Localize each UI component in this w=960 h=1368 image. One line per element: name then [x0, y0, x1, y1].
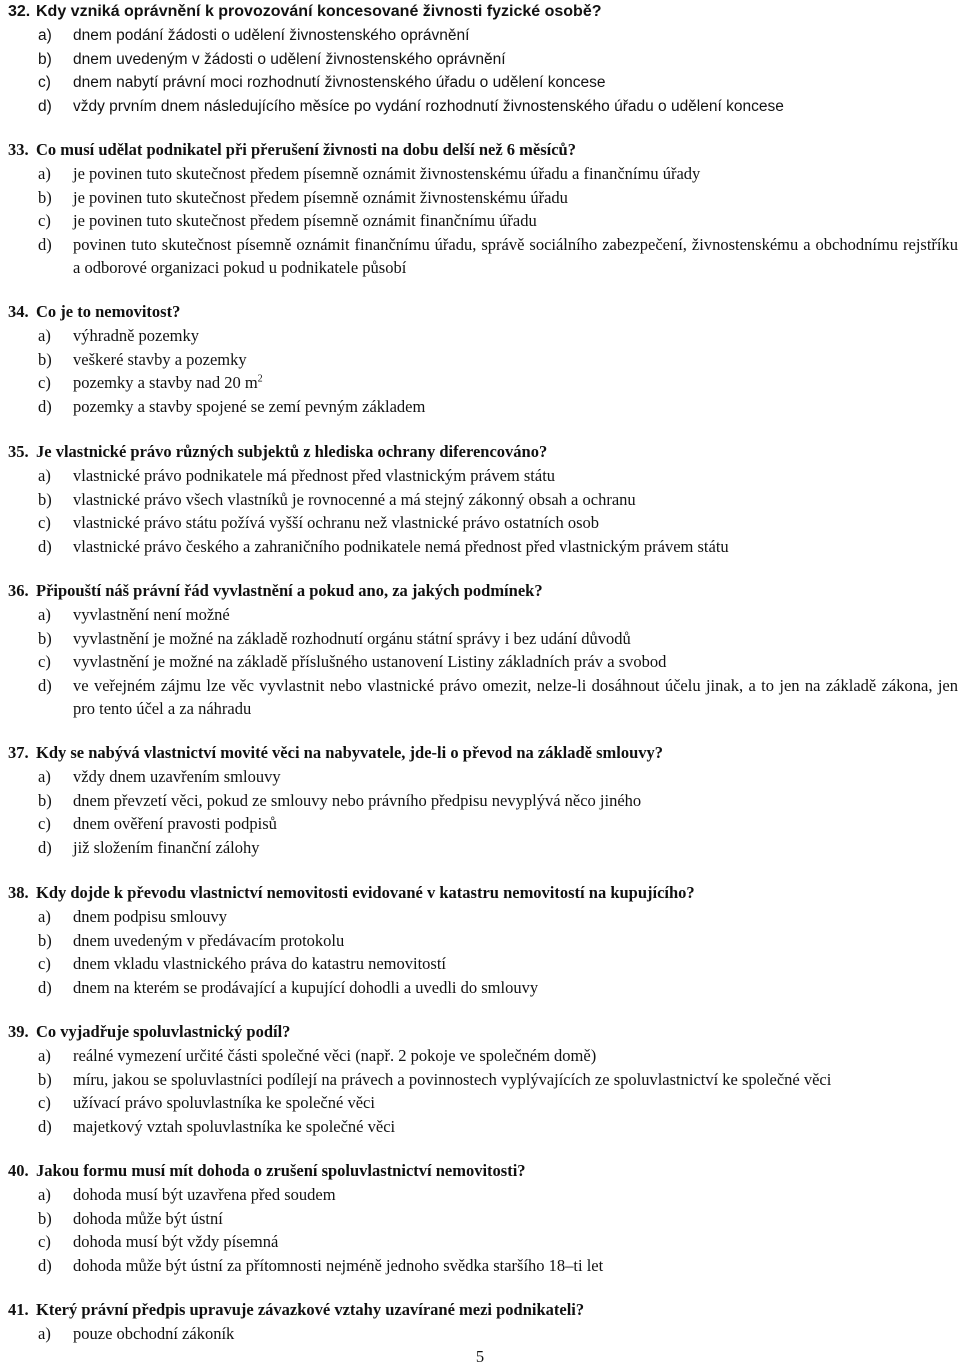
- option-letter: d): [38, 1255, 52, 1275]
- answer-option: [8, 371, 958, 395]
- answer-option: [8, 976, 958, 1000]
- answer-option: [8, 233, 958, 280]
- question-heading: [8, 138, 958, 162]
- answer-option: [8, 1044, 958, 1068]
- question-heading: [8, 440, 958, 464]
- option-letter: b): [38, 489, 52, 509]
- question-text: Kdy se nabývá vlastnictví movité věci na nabyvatele, jde-li o převod na základě smlouvy?: [36, 743, 663, 762]
- answer-option: [8, 209, 958, 233]
- option-text: majetkový vztah spoluvlastníka ke společné věci: [73, 1116, 396, 1136]
- option-letter: d): [38, 1116, 52, 1136]
- option-letter: b): [38, 187, 52, 207]
- answer-option: [8, 789, 958, 813]
- question-number: 36.: [8, 581, 29, 600]
- option-letter: d): [38, 97, 52, 115]
- answer-option: [8, 905, 958, 929]
- question-number: 32.: [8, 3, 31, 20]
- option-text: vyvlastnění není možné: [73, 605, 230, 624]
- question-text: Co musí udělat podnikatel při přerušení živnosti na dobu delší než 6 měsíců?: [36, 140, 576, 159]
- answer-option: [8, 1183, 958, 1207]
- option-text: dnem převzetí věci, pokud ze smlouvy nebo právního předpisu nevyplývá něco jiného: [73, 790, 642, 810]
- option-letter: c): [38, 652, 51, 671]
- answer-option: [8, 1254, 958, 1278]
- option-letter: b): [38, 1069, 52, 1089]
- question-number: 34.: [8, 302, 29, 321]
- option-text: již složením finanční zálohy: [73, 837, 260, 857]
- answer-option: [8, 162, 958, 186]
- question-text: Který právní předpis upravuje závazkové vztahy uzavírané mezi podnikateli?: [36, 1300, 585, 1319]
- answer-option: [8, 464, 958, 488]
- question-heading: [8, 1298, 958, 1322]
- option-letter: a): [38, 1046, 51, 1065]
- option-letter: b): [38, 1208, 52, 1228]
- option-letter: c): [38, 513, 51, 532]
- question-text: Kdy vzniká oprávnění k provozování koncesované živnosti fyzické osobě?: [36, 3, 602, 20]
- option-text: vlastnické právo všech vlastníků je rovnocenné a má stejný zákonný obsah a ochranu: [73, 489, 636, 509]
- option-letter: a): [38, 767, 51, 786]
- answer-option: [8, 1322, 958, 1346]
- question-heading: [8, 1159, 958, 1183]
- answer-option: [8, 765, 958, 789]
- option-text: vlastnické právo českého a zahraničního podnikatele nemá přednost před vlastnickým právem státu: [73, 536, 729, 556]
- option-text: dnem podání žádosti o udělení živnostenského oprávnění: [73, 27, 470, 44]
- question-text: Co vyjadřuje spoluvlastnický podíl?: [36, 1022, 291, 1041]
- answer-option: [8, 348, 958, 372]
- option-letter: a): [38, 27, 52, 44]
- answer-option: [8, 395, 958, 419]
- option-letter: a): [38, 605, 51, 624]
- option-text: vždy prvním dnem následujícího měsíce po vydání rozhodnutí živnostenského úřadu o udělení koncese: [73, 97, 784, 115]
- option-text: dnem uvedeným v žádosti o udělení živnostenského oprávnění: [73, 50, 506, 68]
- answer-option: [8, 488, 958, 512]
- option-letter: b): [38, 349, 52, 369]
- question-number: 40.: [8, 1161, 29, 1180]
- option-letter: c): [38, 1093, 51, 1112]
- question-text: Připouští náš právní řád vyvlastnění a pokud ano, za jakých podmínek?: [36, 581, 543, 600]
- option-text: veškeré stavby a pozemky: [73, 349, 247, 369]
- question-number: 39.: [8, 1022, 29, 1041]
- option-letter: b): [38, 628, 52, 648]
- option-letter: c): [38, 211, 51, 230]
- option-letter: a): [38, 164, 51, 183]
- answer-option: [8, 95, 958, 119]
- option-letter: c): [38, 814, 51, 833]
- question-text: Kdy dojde k převodu vlastnictví nemovitosti evidované v katastru nemovitostí na kupujícího?: [36, 883, 695, 902]
- page-number: 5: [475, 1347, 485, 1366]
- question-number: 33.: [8, 140, 29, 159]
- answer-option: [8, 324, 958, 348]
- question-39: [8, 1020, 958, 1138]
- option-letter: d): [38, 396, 52, 416]
- question-36: [8, 579, 958, 721]
- question-number: 37.: [8, 743, 29, 762]
- option-letter: d): [38, 234, 52, 254]
- option-letter: d): [38, 536, 52, 556]
- option-text: vždy dnem uzavřením smlouvy: [73, 767, 281, 786]
- answer-option: [8, 1230, 958, 1254]
- option-text: vlastnické právo státu požívá vyšší ochranu než vlastnické právo ostatních osob: [73, 513, 600, 532]
- option-text: dnem na kterém se prodávající a kupující dohodli a uvedli do smlouvy: [73, 977, 539, 997]
- option-letter: c): [38, 1232, 51, 1251]
- option-text: pouze obchodní zákoník: [73, 1324, 235, 1343]
- option-letter: d): [38, 675, 52, 695]
- question-text: Jakou formu musí mít dohoda o zrušení spoluvlastnictví nemovitosti?: [36, 1161, 526, 1180]
- option-letter: c): [38, 954, 51, 973]
- question-number: 38.: [8, 883, 29, 902]
- option-text: ve veřejném zájmu lze věc vyvlastnit nebo vlastnické právo omezit, nelze-li dosáhnout účelu jinak, a to jen na základě zákona, jen pro tento účel a za náhradu: [73, 675, 958, 718]
- option-text: dnem nabytí právní moci rozhodnutí živnostenského úřadu o udělení koncese: [73, 74, 606, 91]
- option-letter: a): [38, 1185, 51, 1204]
- answer-option: [8, 48, 958, 72]
- answer-option: [8, 24, 958, 48]
- question-37: [8, 741, 958, 859]
- answer-option: [8, 186, 958, 210]
- option-letter: d): [38, 837, 52, 857]
- option-letter: c): [38, 373, 51, 392]
- question-38: [8, 881, 958, 999]
- option-text: je povinen tuto skutečnost předem písemně oznámit živnostenskému úřadu: [73, 187, 568, 207]
- option-text: dohoda musí být uzavřena před soudem: [73, 1185, 336, 1204]
- question-heading: [8, 0, 958, 24]
- option-text: míru, jakou se spoluvlastníci podílejí na právech a povinnostech vyplývajících ze spoluvlastnictví ke společné věci: [73, 1069, 832, 1089]
- option-text: dnem vkladu vlastnického práva do katastru nemovitostí: [73, 954, 446, 973]
- superscript-exponent: 2: [257, 373, 263, 385]
- answer-option: [8, 511, 958, 535]
- answer-option: [8, 952, 958, 976]
- option-letter: b): [38, 930, 52, 950]
- option-letter: a): [38, 326, 51, 345]
- answer-option: [8, 1207, 958, 1231]
- question-heading: [8, 1020, 958, 1044]
- option-text: je povinen tuto skutečnost předem písemně oznámit finančnímu úřadu: [73, 211, 537, 230]
- option-letter: a): [38, 907, 51, 926]
- question-number: 41.: [8, 1300, 29, 1319]
- option-text: reálné vymezení určité části společné věci (např. 2 pokoje ve společném domě): [73, 1046, 597, 1065]
- question-41: [8, 1298, 958, 1346]
- answer-option: [8, 929, 958, 953]
- answer-option: [8, 812, 958, 836]
- option-text: dnem podpisu smlouvy: [73, 907, 228, 926]
- option-letter: c): [38, 74, 51, 91]
- option-text: dohoda může být ústní: [73, 1208, 223, 1228]
- option-text: pozemky a stavby spojené se zemí pevným základem: [73, 396, 426, 416]
- option-text: užívací právo spoluvlastníka ke společné věci: [73, 1093, 375, 1112]
- question-number: 35.: [8, 442, 29, 461]
- answer-option: [8, 1115, 958, 1139]
- option-text: dnem ověření pravosti podpisů: [73, 814, 277, 833]
- option-text: dohoda musí být vždy písemná: [73, 1232, 279, 1251]
- question-text: Co je to nemovitost?: [36, 302, 181, 321]
- answer-option: [8, 1068, 958, 1092]
- answer-option: [8, 1091, 958, 1115]
- question-32: [8, 0, 958, 118]
- question-heading: [8, 881, 958, 905]
- option-text: je povinen tuto skutečnost předem písemně oznámit živnostenskému úřadu a finančnímu úřady: [73, 164, 701, 183]
- option-text: pozemky a stavby nad 20 m: [73, 373, 258, 392]
- answer-option: [8, 836, 958, 860]
- option-text: vlastnické právo podnikatele má přednost před vlastnickým právem státu: [73, 466, 556, 485]
- answer-option: [8, 627, 958, 651]
- question-heading: [8, 300, 958, 324]
- answer-option: [8, 674, 958, 721]
- answer-option: [8, 71, 958, 95]
- option-text: povinen tuto skutečnost písemně oznámit finančnímu úřadu, správě sociálního zabezpečení, živnostenskému a obchodnímu rejstříku a odborové organizaci pokud u podnikatele působí: [73, 234, 958, 277]
- question-text: Je vlastnické právo různých subjektů z hlediska ochrany diferencováno?: [36, 442, 548, 461]
- question-40: [8, 1159, 958, 1277]
- question-34: [8, 300, 958, 418]
- option-letter: a): [38, 466, 51, 485]
- answer-option: [8, 535, 958, 559]
- option-letter: b): [38, 790, 52, 810]
- question-heading: [8, 579, 958, 603]
- option-text: dnem uvedeným v předávacím protokolu: [73, 930, 345, 950]
- option-letter: b): [38, 50, 52, 68]
- option-text: dohoda může být ústní za přítomnosti nejméně jednoho svědka staršího 18–ti let: [73, 1255, 604, 1275]
- answer-option: [8, 603, 958, 627]
- question-heading: [8, 741, 958, 765]
- option-letter: d): [38, 977, 52, 997]
- question-33: [8, 138, 958, 280]
- option-text: výhradně pozemky: [73, 326, 199, 345]
- option-text: vyvlastnění je možné na základě rozhodnutí orgánu státní správy i bez udání důvodů: [73, 628, 631, 648]
- option-letter: a): [38, 1324, 51, 1343]
- answer-option: [8, 650, 958, 674]
- option-text: vyvlastnění je možné na základě příslušného ustanovení Listiny základních práv a svobod: [73, 652, 667, 671]
- question-35: [8, 440, 958, 558]
